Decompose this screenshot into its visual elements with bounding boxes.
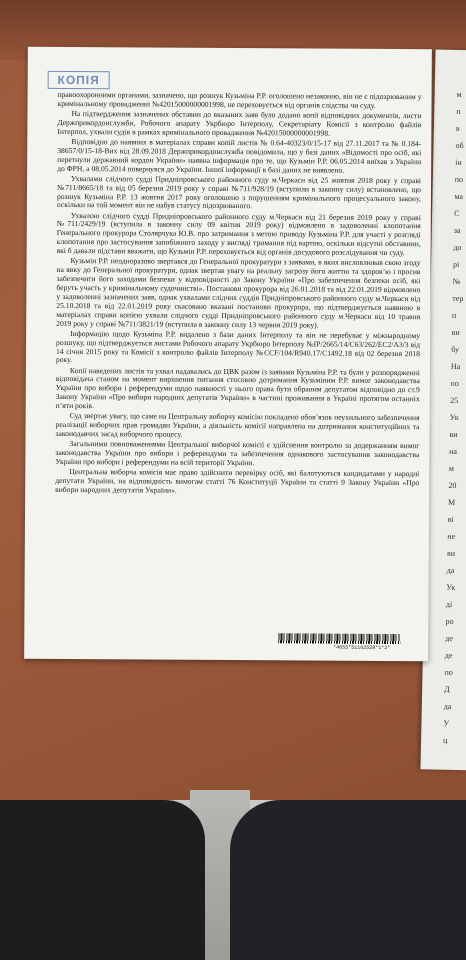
paragraph: На підтвердження зазначених обставин до вказаних заяв було додано копії відповідних документів, листи Держприкордонслужби, Робочого апарату Укрбюро Інтерполу, Секретаріату Комісії з контролю файлів Інтерпол, ухвали судів в рамках кримінального провадження №42015000000001998. bbox=[57, 109, 422, 138]
second-page-line: ви bbox=[451, 327, 460, 338]
second-page-line: ві bbox=[447, 514, 454, 524]
paragraph: Кузьмін Р.Р. неодноразово звертався до Генеральної прокуратури з заявами, в яких висловлював свою згоду на явку до Генеральної прокуратури, однак звертав увагу на реальну загрозу його життю та здоров’ю і просив забезпечити його заходами безпеки у відповідності до Закону України «Про забезпечення безпеки осіб, які беруть участь у кримінальному судочинстві». Постанови прокурора від 26.01.2018 та від 22.01.2019 відмовлено у задоволенні зазначених заяв, однак ухвалами слідчих суддів Придніпровського районного суду м.Черкаси від 25.10.2018 та від 22.01.2019 року скасовано вказані постанови прокурора, що підтверджується наявною в матеріалах справи копією ухвали слідчого судді Придніпровського районного суду м.Черкаси від 10 травня 2019 року у справі №711/3821/19 (вступила в законну силу 13 червня 2019 року). bbox=[56, 256, 421, 330]
copy-stamp: КОПІЯ bbox=[48, 71, 110, 89]
document-page bbox=[24, 47, 432, 661]
second-page-line: п bbox=[451, 310, 457, 320]
right-leg bbox=[230, 800, 466, 960]
left-leg bbox=[0, 800, 205, 960]
second-page-line: № bbox=[452, 276, 461, 287]
second-page-line: в bbox=[455, 123, 460, 133]
second-page-line: ро bbox=[445, 616, 454, 626]
second-page-line: Ук bbox=[449, 412, 459, 423]
second-page-line: ви bbox=[449, 429, 458, 439]
second-page-line: да bbox=[443, 701, 452, 711]
second-page-line: де bbox=[444, 650, 453, 660]
second-page-line: 20 bbox=[448, 480, 457, 490]
second-page-line: Ук bbox=[446, 582, 456, 592]
second-page-line: до bbox=[453, 242, 462, 253]
second-page-line: На bbox=[450, 361, 461, 372]
paragraph: Копії наведених листів та ухвал надавались до ЦВК разом із заявами Кузьміна Р.Р. та були у розпорядженні відповідача станом на момент вирішення питання стосовно дотримання Кузьміним Р.Р. вимог законодавства України про вибори і референдуми щодо наявності у нього права бути обраним депутатом відповідно до ст.9 Закону України «Про вибори народних депутатів України» в частині проживання в Україні протягом останніх п’яти років. bbox=[55, 365, 420, 411]
paragraph: правоохоронними органами, зазначено, що розшук Кузьміна Р.Р. оголошено незаконно, він не є підозрюваним у кримінальному провадженні №42015000000001998, не переховується від органів слідства чи суду. bbox=[57, 89, 422, 110]
second-page-line: да bbox=[446, 565, 455, 575]
second-page-line: не bbox=[447, 531, 456, 541]
second-page-line: за bbox=[453, 225, 461, 236]
paragraph: Суд звертає увагу, що саме на Центральну виборчу комісію покладено обов’язок неухильного забезпечення реалізації виборчих прав громадян України, а діяльність комісії направлена на дотримання конституційних та законодавчих засад виборчого процесу. bbox=[55, 411, 420, 439]
second-page-line: м bbox=[448, 463, 454, 473]
barcode bbox=[278, 633, 400, 644]
second-page-line: об bbox=[455, 140, 464, 151]
document-body bbox=[55, 91, 421, 498]
second-page-line: по bbox=[450, 378, 459, 389]
paragraph: Ухвалою слідчого судді Придніпровського районного суду м.Черкаси від 21 березня 2019 року у справі №711/2429/19 (вступила в законну силу 09 квітня 2019 року) відмовлено в задоволенні клопотання Генерального прокурора Столярчука Ю.В. про затримання з метою приводу Кузьміна Р.Р. для участі у розгляді клопотання про застосування запобіжного заходу у вигляді тримання під вартою, оскільки відсутні обставини, які б давали підстави вважати, що Кузьмін Р.Р. переховується від органів досудового розслідування чи суду. bbox=[56, 210, 421, 258]
paragraph: Інформацію щодо Кузьміна Р.Р. видалено з бази даних Інтерполу та він не перебуває у міжнародному розшуку, що підтверджується листами Робочого апарату Укрбюро Інтерполу №ІР/2665/14/С63/262/ЕС2/А3/3 від 14 січня 2015 року та Комісії з контролю файлів Інтерполу №CCF/104/R940.17/C1492.18 від 02 березня 2018 року. bbox=[55, 328, 421, 365]
second-page-line: п bbox=[456, 106, 461, 116]
second-page-line: бу bbox=[451, 344, 460, 355]
second-page-line: С bbox=[454, 208, 460, 218]
second-page-line: ін bbox=[455, 157, 462, 168]
second-page-line: Д bbox=[444, 684, 450, 694]
paragraph: Відповідно до наявних в матеріалах справи копій листів № 0.64-40323/0/15-17 від 27.11.2017 та № 0.184-38657/0/15-18-Вих від 28.09.2018 Держприкордонслужба повідомила, що у базі даних «Відомості про осіб, які перетнули державний кордон України» наявна інформація про те, що Кузьмін Р.Р. 06.05.2014 виїхав з України до ФРН, а 08.05.2014 повернувся до України. Іншої інформації в базі даних не виявлено. bbox=[57, 136, 422, 175]
second-page-line: рі bbox=[452, 259, 460, 269]
second-page-line: У bbox=[443, 718, 450, 728]
second-page-line: по bbox=[454, 174, 464, 185]
second-page-line: ді bbox=[445, 599, 453, 609]
barcode-number: *4055*51162528*1*2* bbox=[333, 644, 391, 651]
second-page-line: ви bbox=[446, 548, 456, 558]
second-page-line: тер bbox=[452, 293, 464, 304]
paragraph: Ухвалами слідчого судді Придніпровського районного суду м.Черкаси від 25 жовтня 2018 року у справі №711/8665/18 та від 05 березня 2019 року у справі №711/928/19 (вступили в законну силу) встановлено, що розшук Кузьміна Р.Р. 13 жовтня 2017 року оголошено з порушенням кримінального процесуального закону, оскільки на той момент він не набув статусу підозрюваного. bbox=[56, 173, 422, 211]
second-page-line: на bbox=[449, 446, 458, 456]
second-page-line: по bbox=[444, 667, 453, 677]
paragraph: Загальними повноваженнями Центральної виборчої комісії є здійснення контролю за додержанням вимог законодавства України про вибори і референдуми та забезпечення однакового застосування законодавства України про вибори і референдуми на всій території України. bbox=[55, 439, 420, 468]
paragraph: Центральна виборча комісія має право здійснити перевірку осіб, які балотуються кандидатами у народні депутати України, на відповідність вимогам статті 76 Конституції України та статті 9 Закону України «Про вибори народних депутатів України». bbox=[55, 467, 420, 495]
second-page-line: де bbox=[445, 633, 453, 643]
second-page-line: 25 bbox=[450, 395, 459, 406]
second-page-line: M bbox=[447, 497, 456, 507]
second-page-line: ма bbox=[454, 191, 464, 202]
second-page-line: ц bbox=[442, 735, 448, 745]
second-page-line: м bbox=[456, 89, 462, 100]
